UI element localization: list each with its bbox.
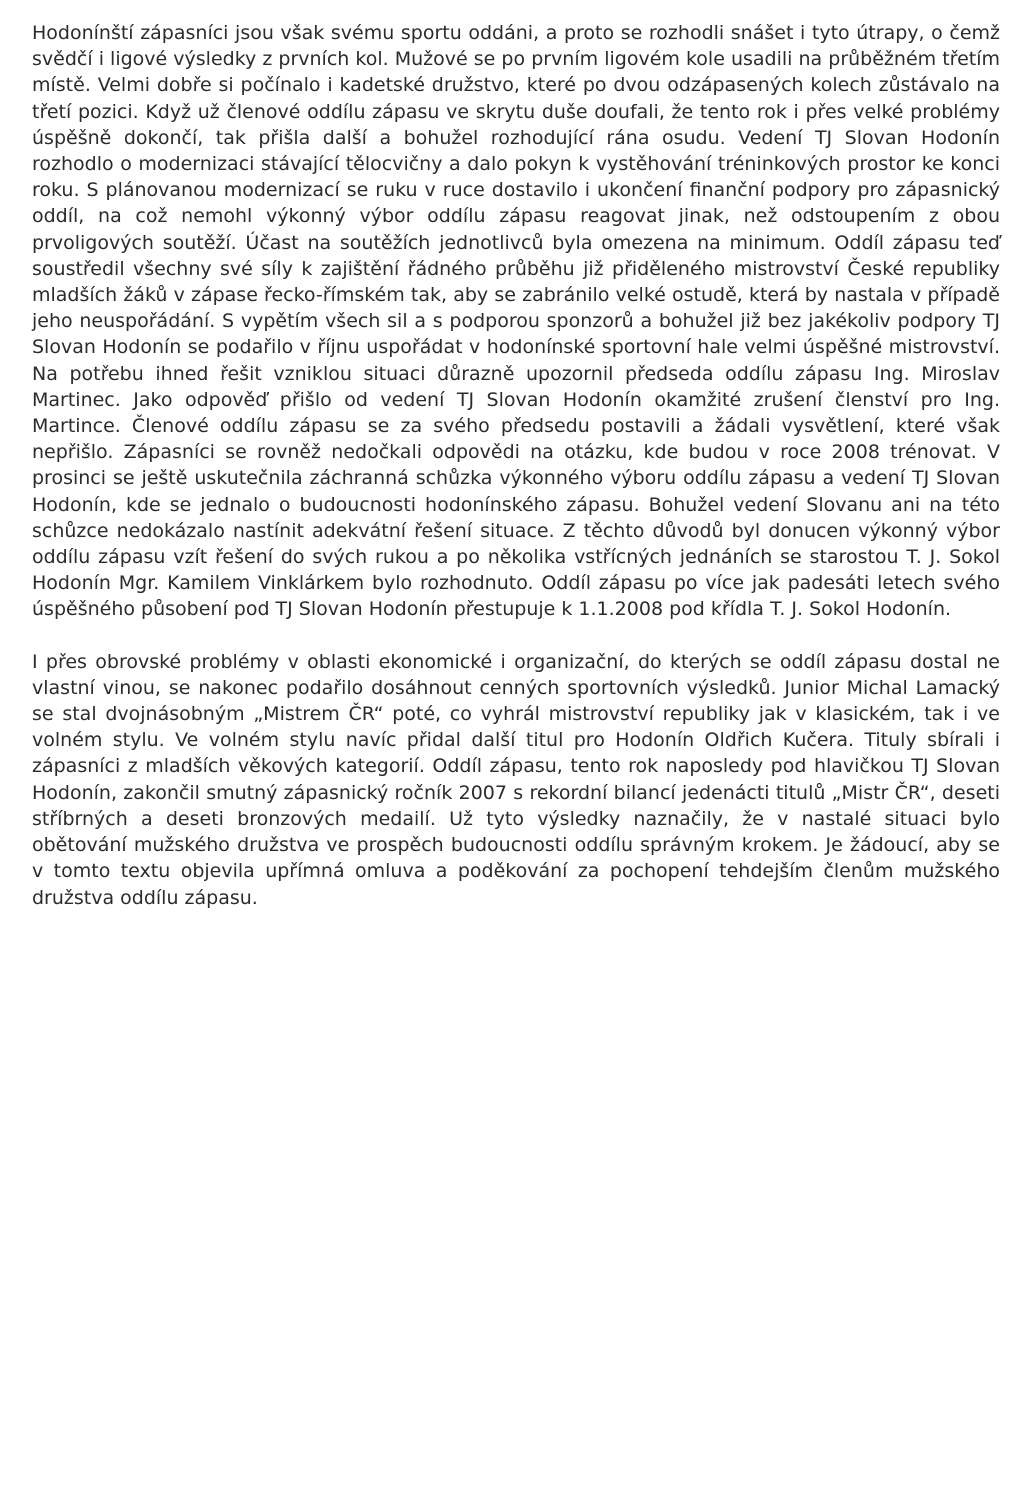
document-page xyxy=(32,20,1000,911)
paragraph-transfer-history: Hodonínští zápasníci jsou však svému sportu oddáni, a proto se rozhodli snášet i tyto útrapy, o čemž svědčí i ligové výsledky z prvních kol. Mužové se po prvním ligovém kole usadili na průběžném třetím místě. Velmi dobře si počínalo i kadetské družstvo, které po dvou odzápasených kolech zůstávalo na třetí pozici. Když už členové oddílu zápasu ve skrytu duše doufali, že tento rok i přes velké problémy úspěšně dokončí, tak přišla další a bohužel rozhodující rána osudu. Vedení TJ Slovan Hodonín rozhodlo o modernizaci stávající tělocvičny a dalo pokyn k vystěhování tréninkových prostor ke konci roku. S plánovanou modernizací se ruku v ruce dostavilo i ukončení finanční podpory pro zápasnický oddíl, na což nemohl výkonný výbor oddílu zápasu reagovat jinak, než odstoupením z obou prvoligových soutěží. Účast na soutěžích jednotlivců byla omezena na minimum. Oddíl zápasu teď soustředil všechny své síly k zajištění řádného průběhu již přiděleného mistrovství České republiky mladších žáků v zápase řecko-římském tak, aby se zabránilo velké ostudě, která by nastala v případě jeho neuspořádání. S vypětím všech sil a s podporou sponzorů a bohužel již bez jakékoliv podpory TJ Slovan Hodonín se podařilo v říjnu uspořádat v hodonínské sportovní hale velmi úspěšné mistrovství. Na potřebu ihned řešit vzniklou situaci důrazně upozornil předseda oddílu zápasu Ing. Miroslav Martinec. Jako odpověď přišlo od vedení TJ Slovan Hodonín okamžité zrušení členství pro Ing. Martince. Členové oddílu zápasu se za svého předsedu postavili a žádali vysvětlení, které však nepřišlo. Zápasníci se rovněž nedočkali odpovědi na otázku, kde budou v roce 2008 trénovat. V prosinci se ještě uskutečnila záchranná schůzka výkonného výboru oddílu zápasu a vedení TJ Slovan Hodonín, kde se jednalo o budoucnosti hodonínského zápasu. Bohužel vedení Slovanu ani na této schůzce nedokázalo nastínit adekvátní řešení situace. Z těchto důvodů byl donucen výkonný výbor oddílu zápasu vzít řešení do svých rukou a po několika vstřícných jednáních se starostou T. J. Sokol Hodonín Mgr. Kamilem Vinklárkem bylo rozhodnuto. Oddíl zápasu po více jak padesáti letech svého úspěšného působení pod TJ Slovan Hodonín přestupuje k 1.1.2008 pod křídla T. J. Sokol Hodonín. xyxy=(32,22,1000,621)
paragraph-sport-results: I přes obrovské problémy v oblasti ekonomické i organizační, do kterých se oddíl zápasu dostal ne vlastní vinou, se nakonec podařilo dosáhnout cenných sportovních výsledků. Junior Michal Lamacký se stal dvojnásobným „Mistrem ČR“ poté, co vyhrál mistrovství republiky jak v klasickém, tak i ve volném stylu. Ve volném stylu navíc přidal další titul pro Hodonín Oldřich Kučera. Tituly sbírali i zápasníci z mladších věkových kategorií. Oddíl zápasu, tento rok naposledy pod hlavičkou TJ Slovan Hodonín, zakončil smutný zápasnický ročník 2007 s rekordní bilancí jedenácti titulů „Mistr ČR“, deseti stříbrných a deseti bronzových medailí. Už tyto výsledky naznačily, že v nastalé situaci bylo obětování mužského družstva ve prospěch budoucnosti oddílu správným krokem. Je žádoucí, aby se v tomto textu objevila upřímná omluva a poděkování za pochopení tehdejším členům mužského družstva oddílu zápasu. xyxy=(32,650,1000,909)
